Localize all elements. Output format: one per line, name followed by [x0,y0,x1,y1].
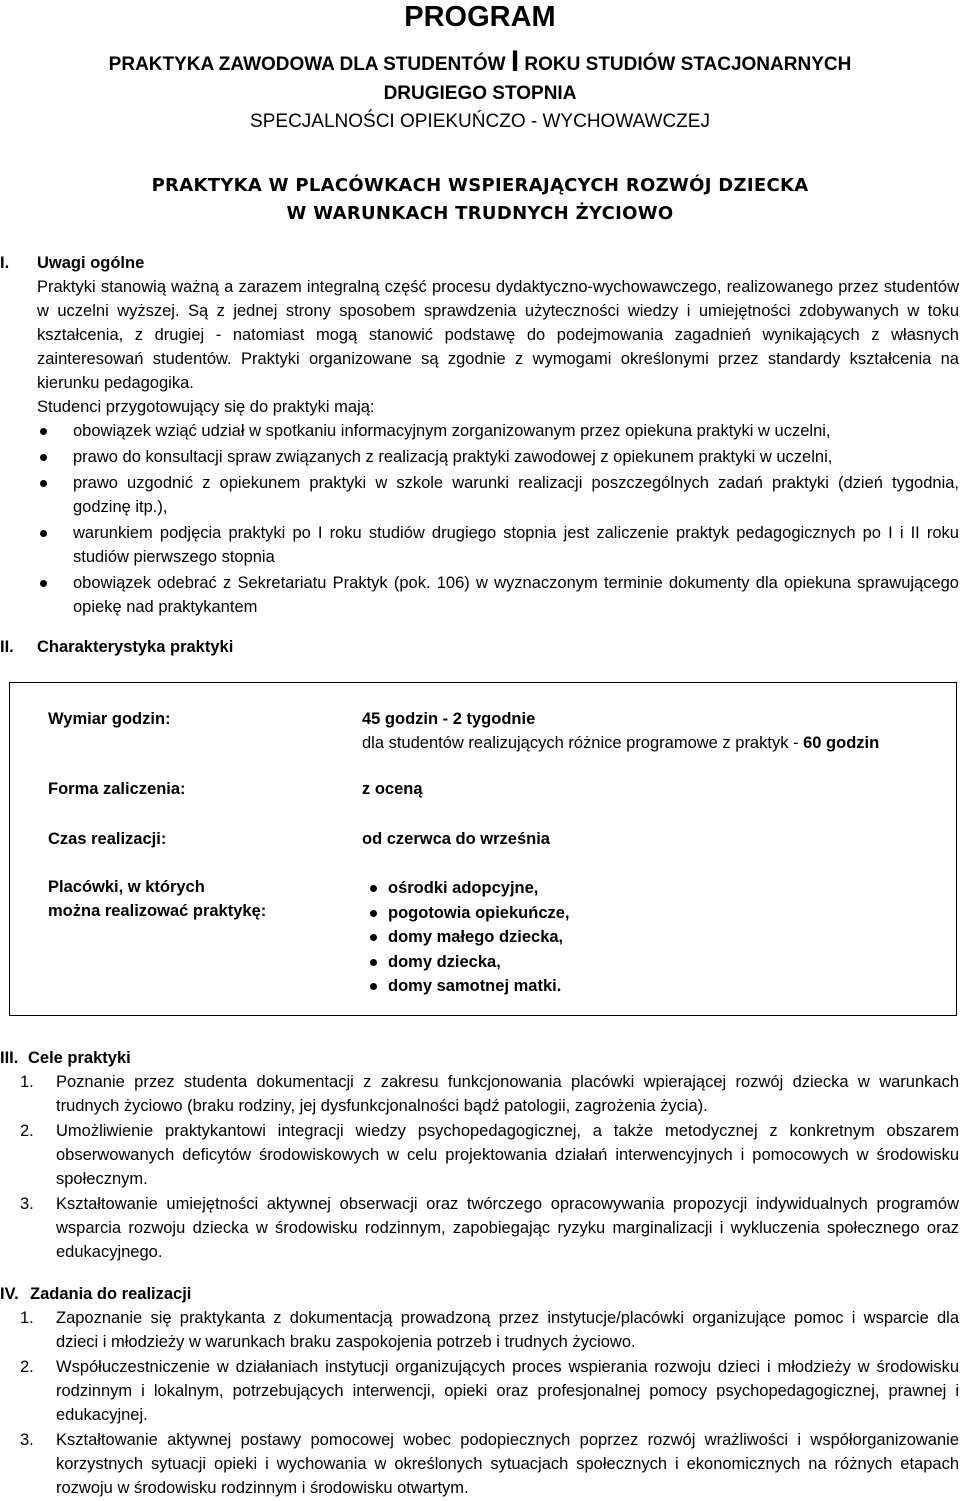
section-title: Uwagi ogólne [37,254,145,272]
section-title: Cele praktyki [28,1049,131,1067]
goals-list [0,1070,960,1264]
item-number: 1. [20,1309,34,1327]
practice-heading-line-2: W WARUNKACH TRUDNYCH ŻYCIOWO [286,203,674,224]
list-item: prawo uzgodnić z opiekunem praktyki w szkole warunki realizacji poszczególnych zadań praktyki (dzień tygodnia, godzinę itp.), [0,471,959,519]
item-text: Umożliwienie praktykantowi integracji wiedzy psychopedagogicznej, a także metodycznej z konkretnym obszarem obserwowanych deficytów środowiskowych w celu projektowania działań interwencyjnych i pomocowych w środowisku społecznym. [56,1122,959,1188]
section-general-remarks [0,251,960,621]
item-text: Poznanie przez studenta dokumentacji z zakresu funkcjonowania placówki wpierającej rozwój dziecka w warunkach trudnych życiowo (braku rodziny, jej dysfunkcjonalności bądź patologii, zagrożenia życia). [56,1073,959,1115]
list-item: warunkiem podjęcia praktyki po I roku studiów drugiego stopnia jest zaliczenie praktyk pedagogicznych po I i II roku studiów pierwszego stopnia [0,521,959,569]
heading-roman-numeral: I [510,45,520,78]
list-item [0,1306,959,1354]
hours-value-block [362,707,879,755]
section-heading [0,1046,960,1070]
tasks-list [0,1306,960,1500]
hours-label: Wymiar godzin: [48,710,171,728]
form-label: Forma zaliczenia: [48,780,186,798]
item-number: 2. [20,1122,34,1140]
time-value: od czerwca do września [362,830,550,848]
list-item: obowiązek odebrać z Sekretariatu Praktyk (pok. 106) w wyznaczonym terminie dokumenty dla opiekuna sprawującego opiekę nad praktykantem [0,571,959,619]
item-text: Kształtowanie umiejętności aktywnej obserwacji oraz twórczego opracowywania propozycji indywidualnych programów wsparcia rozwoju dziecka w środowisku rodzinnym, zapobiegając ryzyku marginalizacji i wykluczenia społecznego oraz edukacyjnego. [56,1195,959,1261]
section-heading [0,635,960,659]
section-characteristics [0,635,960,659]
section-number: I. [0,254,10,272]
time-label: Czas realizacji: [48,830,167,848]
item-number: 3. [20,1195,34,1213]
item-text: Zapoznanie się praktykanta z dokumentacją prowadzoną przez instytucje/placówki organizujące pomoc i wsparcie dla dzieci i młodzieży w warunkach braku zaspokojenia potrzeb i trudnych życiowo. [56,1309,959,1351]
places-label-line-1: Placówki, w których [48,878,205,896]
section-heading [0,1282,960,1306]
general-remarks-paragraph: Praktyki stanowią ważną a zarazem integralną część procesu dydaktyczno-wychowawczego, realizowanego przez studentów w uczelni wyższej. Są z jednej strony sposobem sprawdzenia użyteczności wiedzy i umiejętności zdobywanych w toku kształcenia, z drugiej - natomiast mogą stanowić podstawę do podejmowania zagadnień wynikających z własnych zainteresowań studentów. Praktyki organizowane są zgodnie z wymogami określonymi przez standardy kształcenia na kierunku pedagogika. [37,278,959,392]
student-rights-list [0,419,960,619]
list-item [0,1192,959,1264]
list-item: domy małego dziecka, [366,925,570,950]
places-label-line-2: można realizować praktykę: [48,902,267,920]
list-item: ośrodki adopcyjne, [366,876,570,901]
section-heading [0,251,960,275]
places-list [366,876,570,999]
list-item [0,1355,959,1427]
list-item: prawo do konsultacji spraw związanych z realizacją praktyki zawodowej z opiekunem praktyki w uczelni, [0,445,959,469]
form-value: z oceną [362,780,423,798]
section-tasks [0,1282,960,1501]
list-item: domy samotnej matki. [366,974,570,999]
section-title: Zadania do realizacji [30,1285,192,1303]
list-item: pogotowia opiekuńcze, [366,901,570,926]
program-heading-line-2: DRUGIEGO STOPNIA [383,83,577,104]
item-number: 1. [20,1073,34,1091]
item-number: 2. [20,1358,34,1376]
list-item: domy dziecka, [366,950,570,975]
program-heading-line-1 [0,46,960,80]
places-label [48,875,266,923]
hours-value: 45 godzin - 2 tygodnie [362,710,536,728]
places-list-block [366,876,570,999]
practice-heading [0,172,960,228]
hours-note-text: dla studentów realizujących różnice programowe z praktyk - [362,734,804,752]
item-number: 3. [20,1431,34,1449]
list-item: obowiązek wziąć udział w spotkaniu informacyjnym zorganizowanym przez opiekuna praktyki w uczelni, [0,419,959,443]
list-item [0,1428,959,1500]
hours-note-bold: 60 godzin [803,734,880,752]
practice-details-box [9,682,957,1016]
section-title: Charakterystyka praktyki [37,638,234,656]
hours-note [362,731,879,755]
students-intro: Studenci przygotowujący się do praktyki mają: [37,398,375,416]
document-title: PROGRAM [404,1,556,33]
list-item [0,1070,959,1118]
section-goals [0,1046,960,1265]
item-text: Kształtowanie aktywnej postawy pomocowej wobec podopiecznych poprzez rozwój wrażliwości i współorganizowanie korzystnych sytuacji opieki i wychowania w określonych sytuacjach społecznych i ekonomicznych na różnych etapach rozwoju w środowisku rodzinnym i środowisku otwartym. [56,1431,959,1497]
practice-heading-line-1: PRAKTYKA W PLACÓWKACH WSPIERAJĄCYCH ROZWÓJ DZIECKA [151,175,809,196]
section-number: IV. [0,1285,19,1303]
heading-line-1-start: PRAKTYKA ZAWODOWA DLA STUDENTÓW [108,54,511,75]
item-text: Współuczestniczenie w działaniach instytucji organizujących proces wspierania rozwoju dzieci i młodzieży w środowisku rodzinnym i lokalnym, potrzebujących interwencji, opieki oraz profesjonalnej pomocy psychopedagogicznej, prawnej i edukacyjnej. [56,1358,959,1424]
section-number: II. [0,638,14,656]
specialization-heading: SPECJALNOŚCI OPIEKUŃCZO - WYCHOWAWCZEJ [250,111,710,132]
heading-line-1-end: ROKU STUDIÓW STACJONARNYCH [519,54,852,75]
list-item [0,1119,959,1191]
section-number: III. [0,1049,19,1067]
